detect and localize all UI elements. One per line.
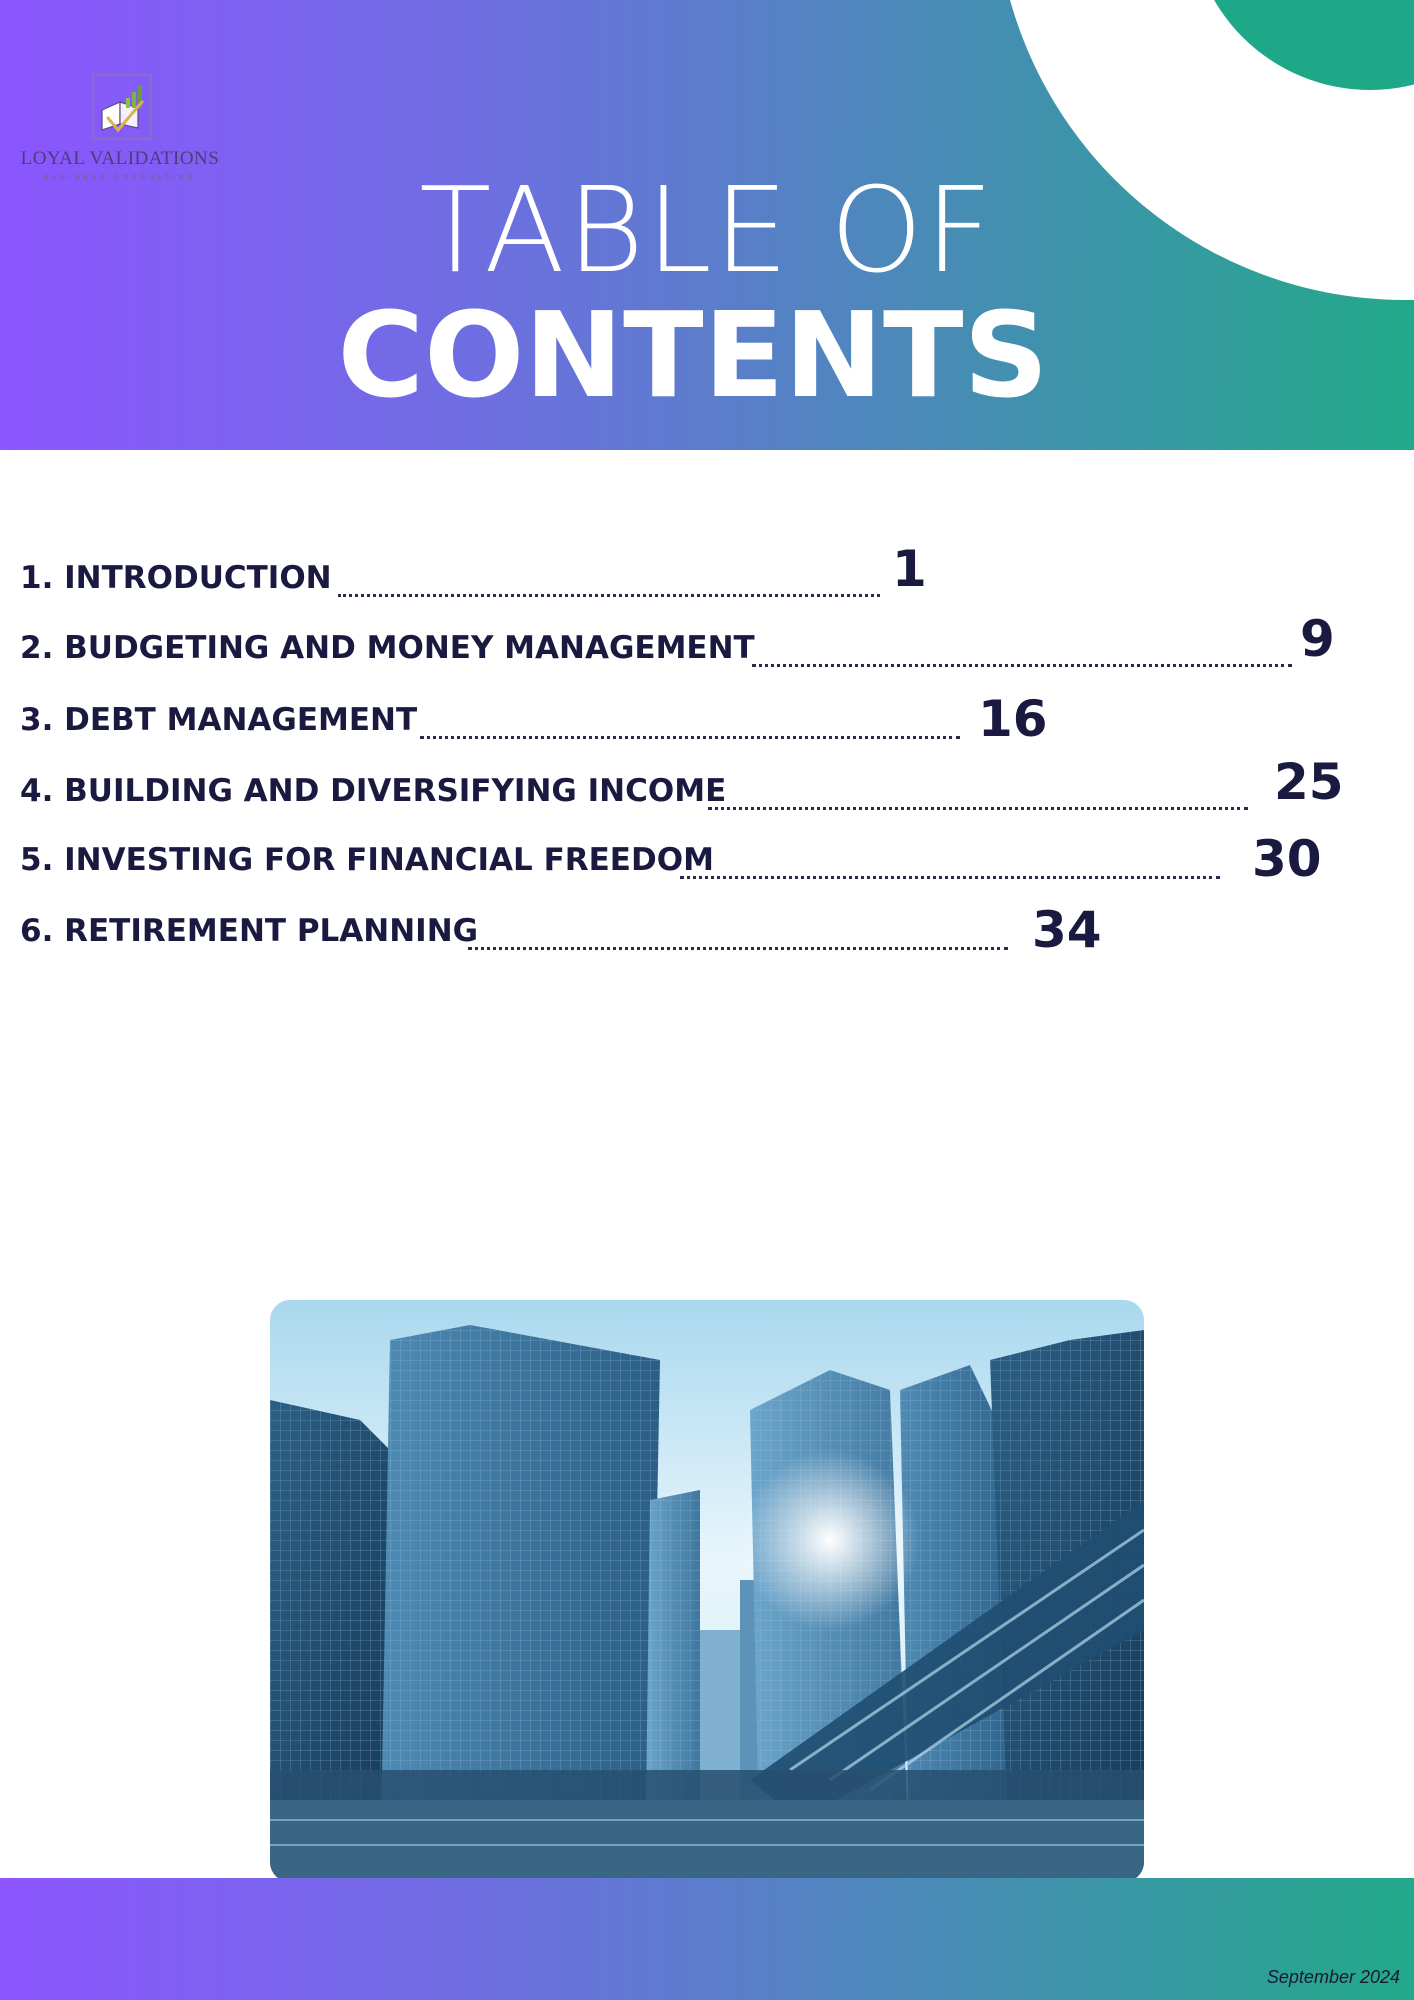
toc-leader-dots xyxy=(468,947,1008,950)
toc-entry-label: 6. RETIREMENT PLANNING xyxy=(20,913,479,949)
toc-entry-page: 1 xyxy=(892,540,927,598)
logo-name: LOYAL VALIDATIONS xyxy=(20,148,220,169)
toc-entry-page: 30 xyxy=(1252,830,1322,888)
toc-entry-label: 3. DEBT MANAGEMENT xyxy=(20,702,418,738)
header-banner xyxy=(0,0,1414,450)
footer-banner xyxy=(0,1878,1414,2000)
toc-leader-dots xyxy=(420,736,960,739)
logo-tagline: BUSINESS CONSULTING xyxy=(43,174,197,181)
page-title-line2: CONTENTS xyxy=(337,286,1049,424)
toc-entry-label: 4. BUILDING AND DIVERSIFYING INCOME xyxy=(20,773,727,809)
toc-leader-dots xyxy=(680,876,1220,879)
skyscrapers-illustration xyxy=(270,1300,1144,1882)
toc-entry-label: 5. INVESTING FOR FINANCIAL FREEDOM xyxy=(20,842,714,878)
toc-entry-label: 2. BUDGETING AND MONEY MANAGEMENT xyxy=(20,630,755,666)
toc-leader-dots xyxy=(338,594,880,597)
toc-entry-page: 34 xyxy=(1032,901,1102,959)
toc-entry-page: 9 xyxy=(1300,610,1335,668)
toc-leader-dots xyxy=(708,807,1248,810)
toc-entry-page: 25 xyxy=(1274,753,1344,811)
toc-leader-dots xyxy=(752,664,1292,667)
city-skyscrapers-image xyxy=(270,1300,1144,1882)
toc-entry-label: 1. INTRODUCTION xyxy=(20,560,332,596)
page-title-line1: TABLE OF xyxy=(419,161,995,299)
toc-entry-page: 16 xyxy=(978,690,1048,748)
logo-icon xyxy=(90,72,154,142)
footer-date: September 2024 xyxy=(1266,1967,1400,1987)
